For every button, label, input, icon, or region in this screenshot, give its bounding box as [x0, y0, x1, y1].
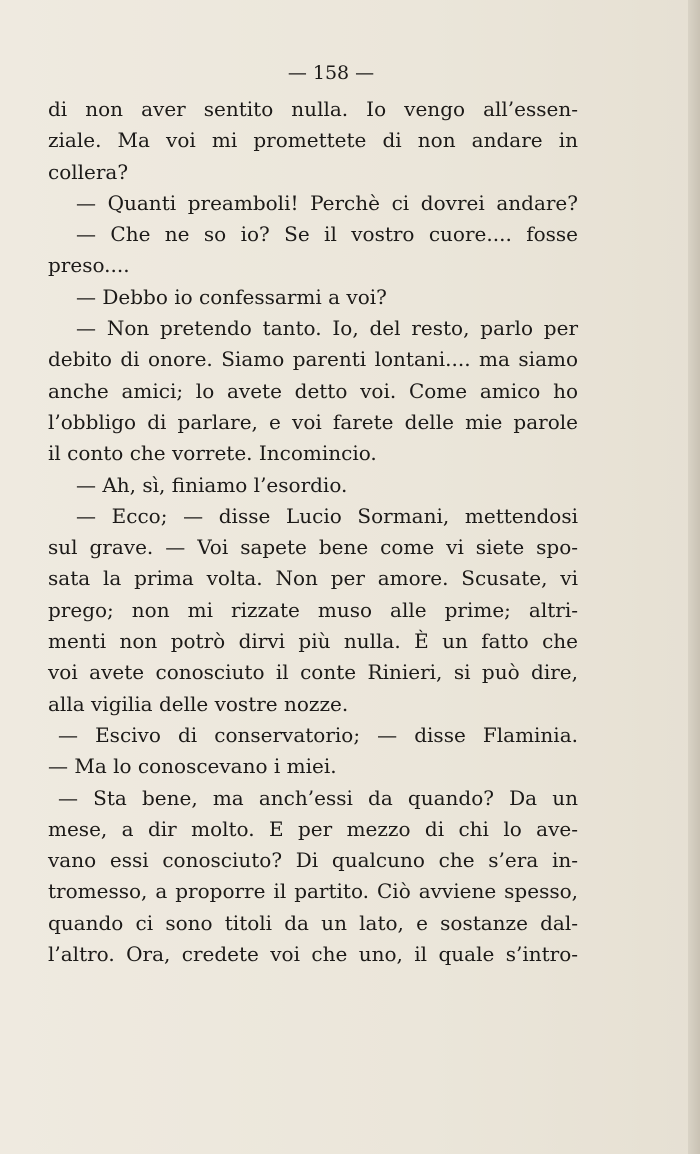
page-number: — 158 —	[287, 62, 375, 84]
text-line: il conto che vorrete. Incomincio.	[48, 441, 377, 466]
text-line: alla vigilia delle vostre nozze.	[48, 691, 349, 716]
text-line: — Quanti preamboli! Perchè ci dovrei andare?	[76, 190, 578, 215]
text-line: voi avete conosciuto il conte Rinieri, si può dire,	[48, 660, 578, 685]
text-line: — Sta bene, ma anch’essi da quando? Da un	[58, 785, 578, 810]
text-line: — Ma lo conoscevano i miei.	[48, 754, 337, 779]
text-line: debito di onore. Siamo parenti lontani.... ma siamo	[48, 347, 578, 372]
text-line: menti non potrò dirvi più nulla. È un fatto che	[48, 629, 578, 654]
page-gutter	[688, 0, 700, 1154]
page-text-block	[48, 58, 578, 970]
text-line: collera?	[48, 159, 129, 184]
text-line: di non aver sentito nulla. Io vengo all’essen-	[48, 97, 578, 121]
text-line: ziale. Ma voi mi promettete di non andare in	[48, 128, 578, 153]
text-line: — Non pretendo tanto. Io, del resto, parlo per	[76, 316, 578, 341]
text-line: sul grave. — Voi sapete bene come vi siete spo-	[48, 535, 578, 560]
text-line: — Debbo io confessarmi a voi?	[76, 284, 387, 309]
text-line: preso....	[48, 253, 130, 278]
text-line: prego; non mi rizzate muso alle prime; altri-	[48, 597, 578, 622]
text-line: quando ci sono titoli da un lato, e sostanze dal-	[48, 910, 578, 935]
text-line: — Che ne so io? Se il vostro cuore.... fosse	[76, 222, 578, 247]
text-line: sata la prima volta. Non per amore. Scusate, vi	[48, 566, 578, 591]
text-line: — Ah, sì, finiamo l’esordio.	[76, 472, 348, 497]
text-line: — Escivo di conservatorio; — disse Flaminia.	[58, 722, 578, 747]
text-line: anche amici; lo avete detto voi. Come amico ho	[48, 378, 578, 403]
text-line: l’obbligo di parlare, e voi farete delle mie parole	[48, 409, 578, 434]
text-line: vano essi conosciuto? Di qualcuno che s’era in-	[48, 848, 578, 873]
text-line: l’altro. Ora, credete voi che uno, il quale s’intro-	[48, 942, 578, 967]
text-line: mese, a dir molto. E per mezzo di chi lo ave-	[48, 816, 578, 841]
text-line: — Ecco; — disse Lucio Sormani, mettendosi	[76, 503, 578, 528]
text-line: tromesso, a proporre il partito. Ciò avviene spesso,	[48, 879, 578, 904]
